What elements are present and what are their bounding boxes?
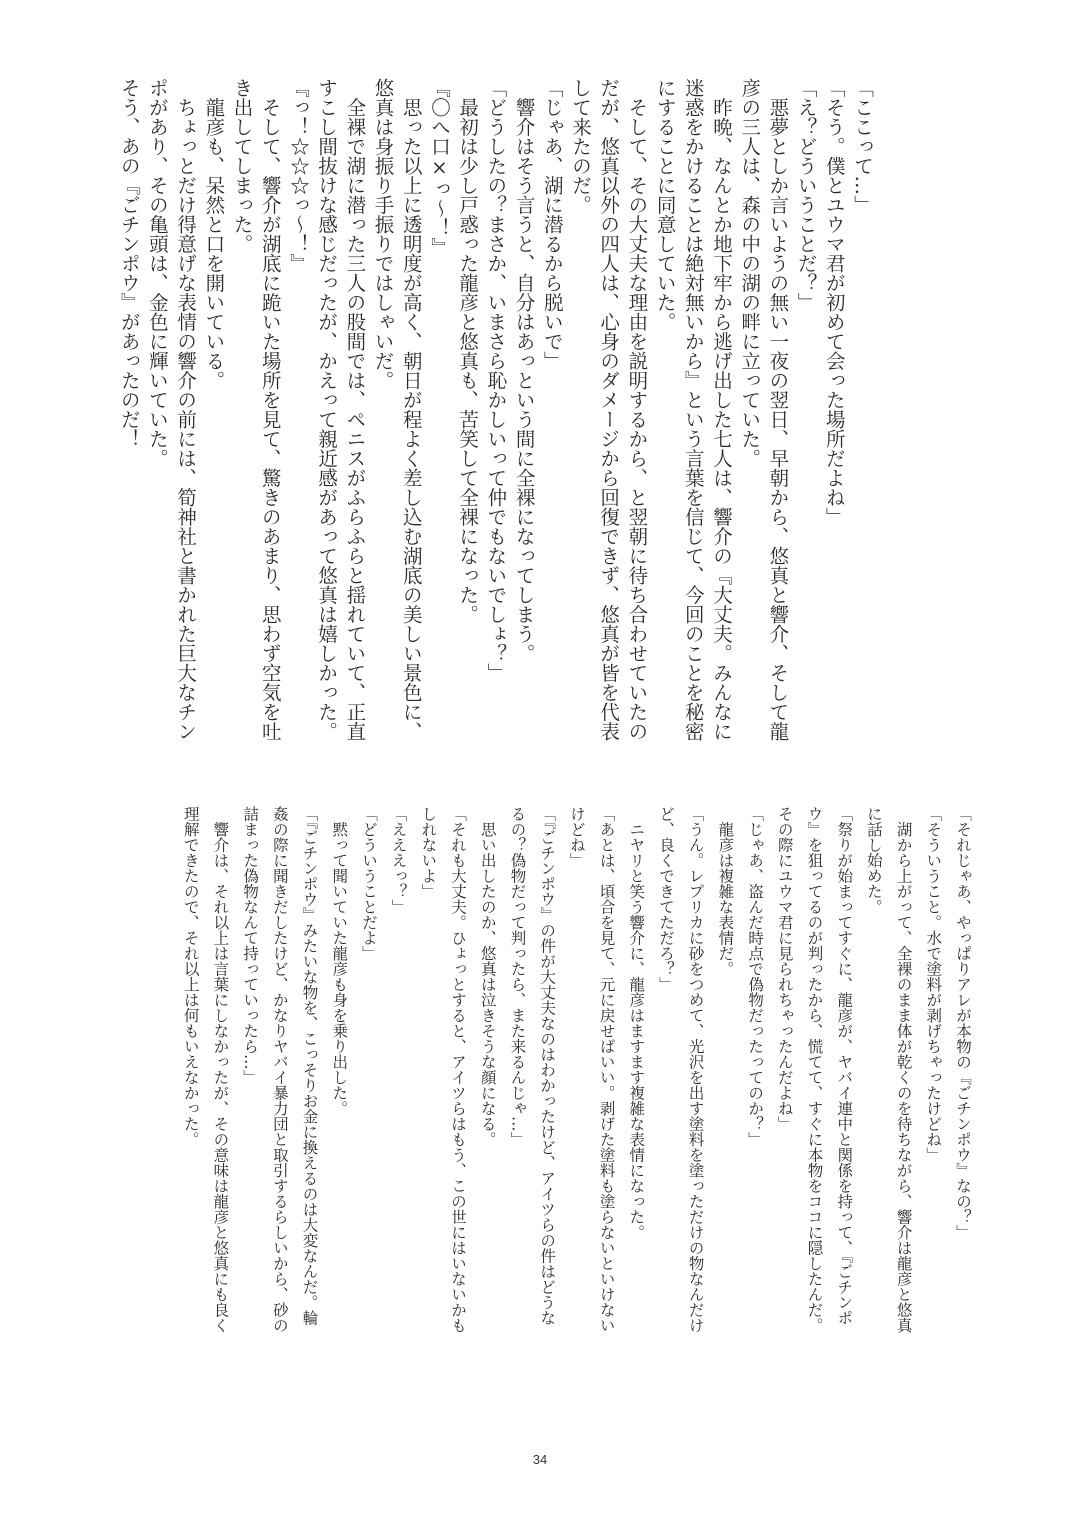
- text-line: 「じゃあ、湖に潜るから脱いで」: [540, 78, 564, 371]
- text-line: ポがあり、その亀頭は、金色に輝いていた。: [145, 78, 169, 468]
- text-line: しれないよ」: [419, 806, 438, 899]
- text-line: 悠真は身振り手振りではしゃいだ。: [371, 78, 395, 390]
- text-line: その際にユウマ君に見られちゃったんだよね」: [775, 806, 794, 1132]
- text-line: 姦の際に聞きだしたけど、かなりヤバイ暴力団と取引するらしいから、砂の: [270, 806, 289, 1333]
- text-line: そう、あの『ごチンポウ』があったのだ！: [117, 78, 141, 449]
- text-line: けどね」: [567, 806, 586, 868]
- text-line: ちょっとだけ得意げな表情の響介の前には、筍神社と書かれた巨大なチン: [174, 78, 198, 741]
- text-line: 「それも大丈夫。ひょっとすると、アイツらはもう、この世にはいないかも: [449, 806, 468, 1333]
- text-line: き出してしまった。: [230, 78, 254, 254]
- text-line: ウ』を狙ってるのが判ったから、慌てて、すぐに本物をココに隠したんだ。: [805, 806, 824, 1333]
- text-line: 『〇へ口×っ〜！』: [427, 78, 451, 257]
- text-line: 「え？どういうことだ？」: [794, 78, 818, 312]
- text-line: 「どうしたの？まさか、いまさら恥かしいって仲でもないでしょ？」: [484, 78, 508, 683]
- text-line: 迷惑をかけることは絶対無いから』という言葉を信じて、今回のことを秘密: [681, 78, 705, 741]
- text-line: 龍彦も、呆然と口を開いている。: [202, 78, 226, 390]
- text-line: そして、その大丈夫な理由を説明するから、と翌朝に待ち合わせていたの: [625, 78, 649, 741]
- text-line: 全裸で湖に潜った三人の股間では、ペニスがふらふらと揺れていて、正直: [343, 78, 367, 741]
- text-line: 響介は、それ以上は言葉にしなかったが、その意味は龍彦と悠真にも良く: [211, 806, 230, 1333]
- text-line: そして、響介が湖底に跪いた場所を見て、驚きのあまり、思わず空気を吐: [258, 78, 282, 741]
- text-line: 「えええっ？」: [389, 806, 408, 915]
- text-line: 「『ごチンポウ』みたいな物を、こっそりお金に換えるのは大変なんだ。輪: [300, 806, 319, 1326]
- text-line: 湖から上がって、全裸のまま体が乾くのを待ちながら、響介は龍彦と悠真: [894, 806, 913, 1333]
- text-line: 「そう。僕とユウマ君が初めて会った場所だよね」: [822, 78, 846, 527]
- text-line: 「そういうこと。水で塗料が剥げちゃったけどね」: [924, 806, 943, 1163]
- text-line: 「それじゃあ、やっぱりアレが本物の『ごチンポウ』なの？」: [954, 806, 972, 1240]
- text-line: 最初は少し戸惑った龍彦と悠真も、苦笑して全裸になった。: [456, 78, 480, 624]
- text-line: 「『ごチンポウ』の件が大丈夫なのはわかったけど、アイツらの件はどうな: [538, 806, 557, 1326]
- text-line: すこし間抜けな感じだったが、かえって親近感があって悠真は嬉しかった。: [315, 78, 339, 741]
- text-line: 「あとは、頃合を見て、元に戻せばいい。剥げた塗料も塗らないといけない: [597, 806, 616, 1333]
- text-line: るの？偽物だって判ったら、また来るんじゃ…」: [508, 806, 527, 1147]
- page-number: 34: [532, 1452, 548, 1467]
- text-line: 「どういうことだよ」: [359, 806, 378, 961]
- text-line: 「じゃあ、盗んだ時点で偽物だったってのか？」: [746, 806, 765, 1147]
- text-line: 響介はそう言うと、自分はあっという間に全裸になってしまう。: [512, 78, 536, 663]
- text-line: 黙って聞いていた龍彦も身を乗り出した。: [330, 806, 349, 1116]
- text-line: 「ここって…」: [851, 78, 874, 215]
- text-line: して来たのだ。: [568, 78, 592, 215]
- text-line: ニヤリと笑う響介に、龍彦はますます複雑な表情になった。: [627, 806, 646, 1240]
- text-line: ど、良くできてただろ？」: [656, 806, 675, 992]
- text-line: 詰まった偽物なんて持っていったら…」: [241, 806, 260, 1085]
- text-line: 思い出したのか、悠真は泣きそうな顔になる。: [478, 806, 497, 1147]
- text-line: 思った以上に透明度が高く、朝日が程よく差し込む湖底の美しい景色に、: [399, 78, 423, 741]
- text-block-bottom: [175, 806, 977, 1341]
- text-line: 昨晩、なんとか地下牢から逃げ出した七人は、響介の『大丈夫。みんなに: [709, 78, 733, 741]
- text-line: にすることに同意していた。: [653, 78, 677, 332]
- text-line: 理解できたので、それ以上は何もいえなかった。: [181, 806, 200, 1147]
- text-line: だが、悠真以外の四人は、心身のダメージから回復できず、悠真が皆を代表: [597, 78, 621, 741]
- text-line: 悪夢としか言いようの無い一夜の翌日、早朝から、悠真と響介、そして龍: [766, 78, 790, 741]
- text-block-top: [115, 78, 876, 768]
- text-line: 「祭りが始まってすぐに、龍彦が、ヤバイ連中と関係を持って、『ごチンポ: [835, 806, 854, 1326]
- text-line: 『っ！☆☆☆っ〜！』: [286, 78, 310, 273]
- text-line: 彦の三人は、森の中の湖の畔に立っていた。: [738, 78, 762, 468]
- text-line: に話し始めた。: [864, 806, 883, 915]
- text-line: 「うん。レプリカに砂をつめて、光沢を出す塗料を塗っただけの物なんだけ: [686, 806, 705, 1333]
- text-line: 龍彦は複雑な表情だ。: [716, 806, 735, 977]
